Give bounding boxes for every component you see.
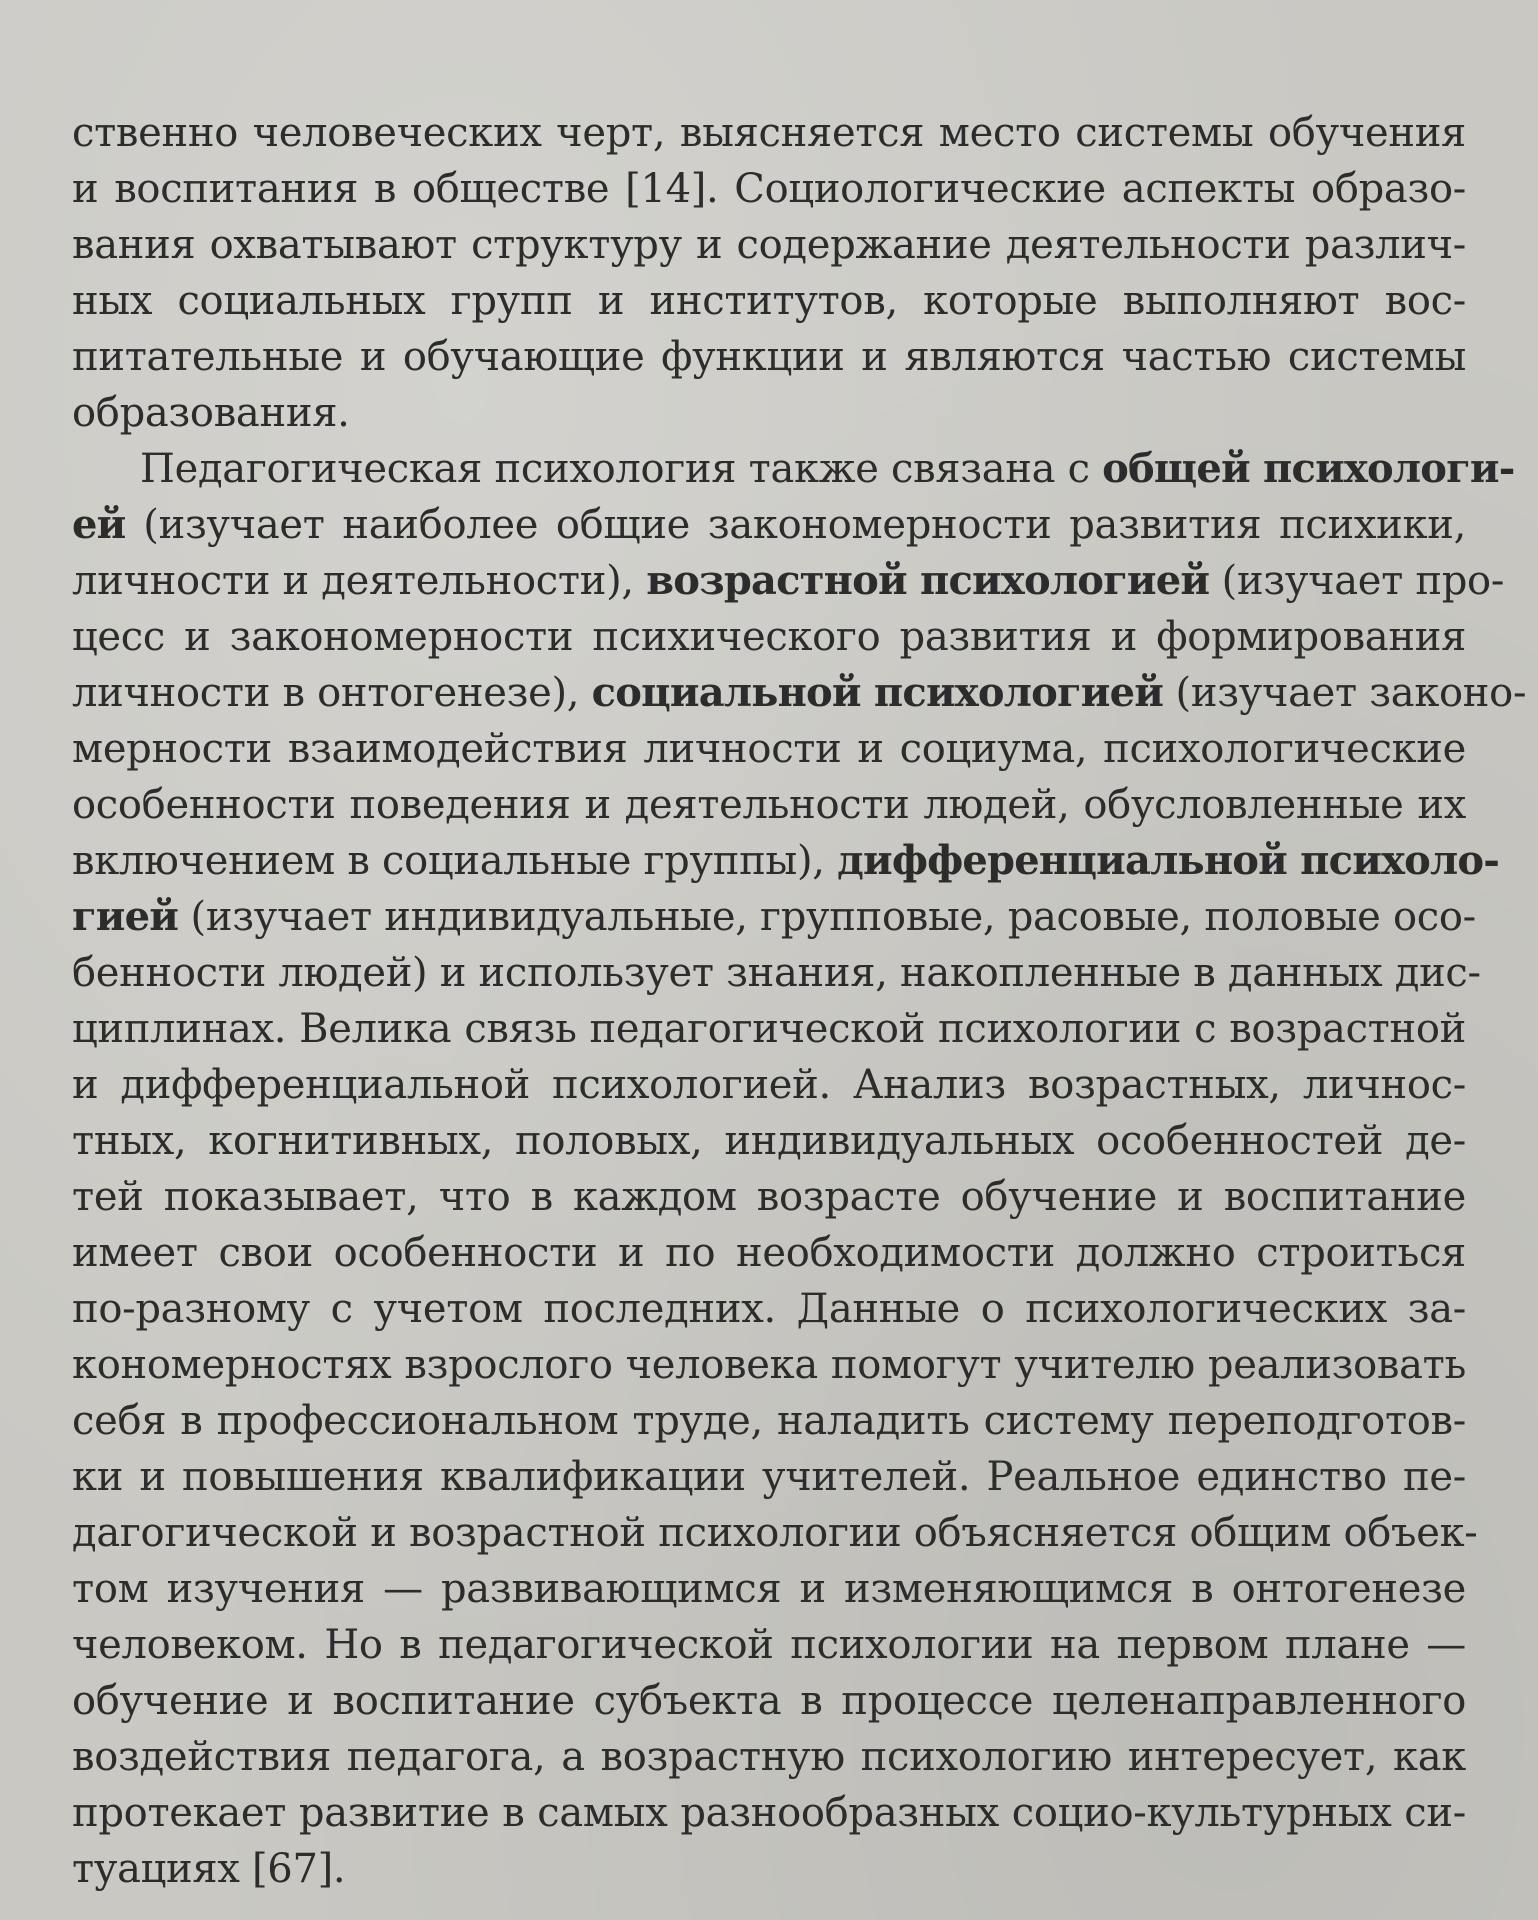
text-segment: вания охватывают структуру и содержание деятельности различ- (72, 222, 1466, 268)
bold-term: ей (72, 501, 126, 548)
text-segment: особенности поведения и деятельности людей, обусловленные их (72, 782, 1466, 828)
text-line (72, 329, 1466, 385)
text-segment: (изучает наиболее общие закономерности развития психики, (125, 502, 1466, 548)
text-segment: дагогической и возрастной психологии объясняется общим объек- (72, 1510, 1478, 1556)
text-segment: питательные и обучающие функции и являются частью системы (72, 334, 1466, 380)
text-segment: ки и повышения квалификации учителей. Реальное единство пе- (72, 1454, 1466, 1500)
text-segment: Педагогическая психология также связана с (140, 446, 1103, 492)
text-line (72, 1337, 1466, 1393)
text-segment: личности и деятельности), (72, 558, 647, 604)
text-line (72, 1281, 1466, 1337)
text-line (72, 1001, 1466, 1057)
text-segment: кономерностях взрослого человека помогут учителю реализовать (72, 1342, 1466, 1388)
text-line (72, 665, 1527, 721)
text-line (72, 161, 1466, 217)
text-segment: имеет свои особенности и по необходимости должно строиться (72, 1230, 1466, 1276)
text-line (72, 1225, 1466, 1281)
text-segment: (изучает индивидуальные, групповые, расовые, половые осо- (178, 894, 1476, 940)
text-line (72, 553, 1505, 609)
text-line (72, 1449, 1466, 1505)
text-line (72, 273, 1466, 329)
text-line (72, 1785, 1466, 1841)
text-segment: туациях [67]. (72, 1846, 346, 1892)
text-line (72, 609, 1466, 665)
text-segment: включением в социальные группы), (72, 838, 838, 884)
text-line (72, 1729, 1466, 1785)
text-line (72, 1841, 1466, 1897)
text-segment: (изучает законо- (1163, 670, 1527, 716)
text-segment: и дифференциальной психологией. Анализ возрастных, личнос- (72, 1062, 1466, 1108)
text-segment: бенности людей) и использует знания, накопленные в данных дис- (72, 950, 1481, 996)
text-line (72, 217, 1466, 273)
text-line (72, 777, 1466, 833)
text-segment: ственно человеческих черт, выясняется место системы обучения (72, 110, 1466, 156)
text-line (72, 1561, 1466, 1617)
text-segment: цесс и закономерности психического развития и формирования (72, 614, 1466, 660)
text-line (72, 1113, 1466, 1169)
text-segment: (изучает про- (1209, 558, 1505, 604)
bold-term: общей психологи- (1102, 445, 1515, 492)
text-segment: том изучения — развивающимся и изменяющимся в онтогенезе (72, 1566, 1466, 1612)
text-line (72, 1617, 1466, 1673)
text-segment: воздействия педагога, а возрастную психологию интересует, как (72, 1734, 1466, 1780)
text-line (72, 1169, 1466, 1225)
text-line (72, 1673, 1466, 1729)
text-line (72, 1505, 1478, 1561)
text-segment: протекает развитие в самых разнообразных социо-культурных си- (72, 1790, 1466, 1836)
text-line (72, 833, 1500, 889)
text-segment: циплинах. Велика связь педагогической психологии с возрастной (72, 1006, 1466, 1052)
text-segment: обучение и воспитание субъекта в процессе целенаправленного (72, 1678, 1466, 1724)
bold-term: гией (72, 893, 179, 940)
text-line (72, 1393, 1466, 1449)
text-segment: человеком. Но в педагогической психологии на первом плане — (72, 1622, 1466, 1668)
text-segment: образования. (72, 390, 350, 436)
bold-term: социальной психологией (591, 669, 1164, 716)
text-line (72, 721, 1466, 777)
text-segment: по-разному с учетом последних. Данные о психологических за- (72, 1286, 1466, 1332)
text-segment: мерности взаимодействия личности и социума, психологические (72, 726, 1466, 772)
text-segment: и воспитания в обществе [14]. Социологические аспекты образо- (72, 166, 1466, 212)
text-line (72, 945, 1481, 1001)
text-line (72, 385, 1466, 441)
text-line (72, 889, 1476, 945)
text-line (72, 1057, 1466, 1113)
text-segment: себя в профессиональном труде, наладить систему переподготов- (72, 1398, 1466, 1444)
text-line (72, 105, 1466, 161)
text-line (72, 497, 1466, 553)
text-segment: личности в онтогенезе), (72, 670, 592, 716)
text-segment: тей показывает, что в каждом возрасте обучение и воспитание (72, 1174, 1466, 1220)
text-segment: ных социальных групп и институтов, которые выполняют вос- (72, 278, 1466, 324)
body-text (72, 105, 1527, 1897)
text-line (72, 441, 1515, 497)
text-segment: тных, когнитивных, половых, индивидуальных особенностей де- (72, 1118, 1466, 1164)
bold-term: возрастной психологией (646, 557, 1210, 604)
bold-term: дифференциальной психоло- (837, 837, 1500, 884)
